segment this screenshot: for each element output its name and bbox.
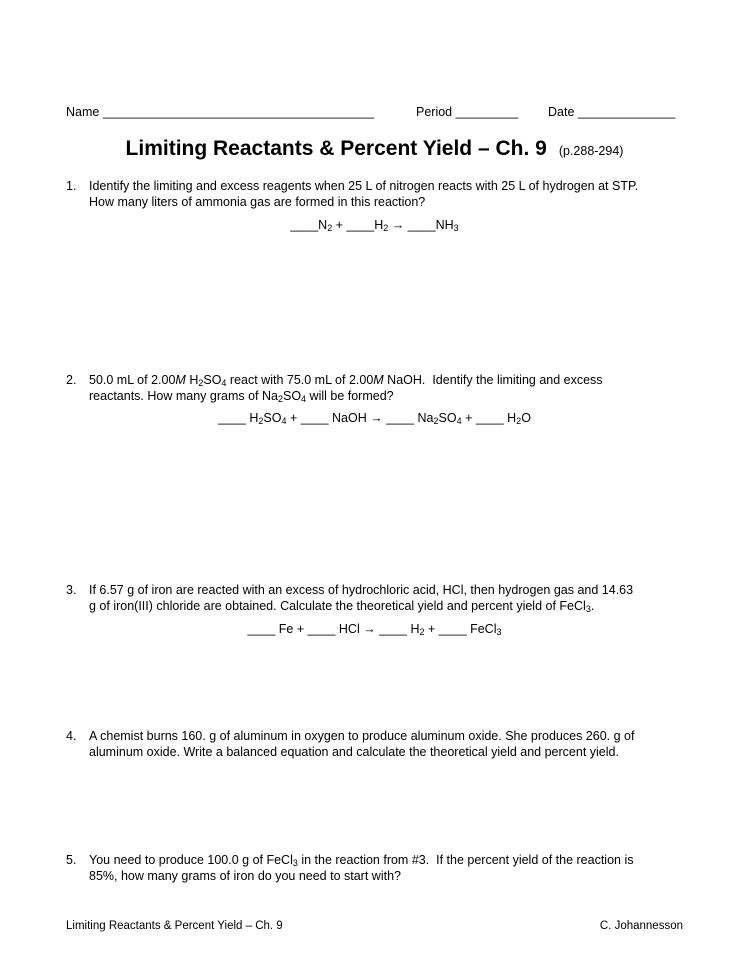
blank: ____ <box>407 218 436 232</box>
formula-part: N <box>318 218 328 232</box>
subscript: 2 <box>277 394 283 404</box>
question-1 <box>66 178 686 210</box>
text-part: g of iron(III) chloride are obtained. Calculate the theoretical yield and percent yield of FeCl <box>89 599 586 613</box>
question-line: aluminum oxide. Write a balanced equation and calculate the theoretical yield and percent yield. <box>89 745 619 759</box>
blank: ____ <box>475 411 504 425</box>
subscript: 2 <box>433 416 439 426</box>
blank: ____ <box>247 622 276 636</box>
subscript: 4 <box>281 416 287 426</box>
subscript: 4 <box>301 394 307 404</box>
text-part: . <box>590 599 595 613</box>
equation-3 <box>0 622 749 636</box>
subscript: 3 <box>496 627 502 637</box>
formula-part: SO <box>438 411 457 425</box>
question-line <box>89 388 686 404</box>
date-field-label: Date ______________ <box>548 105 676 119</box>
equation-1 <box>0 218 749 232</box>
molarity-unit: M <box>373 373 384 387</box>
formula-part: H <box>189 373 199 387</box>
blank: ____ <box>346 218 375 232</box>
formula-part: Na <box>417 411 434 425</box>
formula-part: SO <box>282 389 302 403</box>
question-5 <box>66 852 686 884</box>
subscript: 2 <box>327 223 333 233</box>
question-text <box>89 852 686 884</box>
question-number: 1. <box>66 179 77 193</box>
subscript: 2 <box>516 416 522 426</box>
molarity-unit: M <box>175 373 186 387</box>
page-title-row <box>0 137 749 161</box>
subscript: 2 <box>258 416 264 426</box>
formula-part: NaOH <box>332 411 367 425</box>
question-line: A chemist burns 160. g of aluminum in oxygen to produce aluminum oxide. She produces 260. g of <box>89 729 635 743</box>
question-text <box>89 728 686 760</box>
arrow: → <box>388 218 408 232</box>
question-number: 5. <box>66 853 77 867</box>
blank: ____ <box>379 622 408 636</box>
blank: ____ <box>300 411 329 425</box>
plus-sign: + <box>424 622 439 636</box>
question-line: 85%, how many grams of iron do you need to start with? <box>89 869 401 883</box>
blank: ____ <box>290 218 319 232</box>
formula-part: H <box>249 411 259 425</box>
subscript: 4 <box>456 416 462 426</box>
blank: ____ <box>386 411 415 425</box>
blank: ____ <box>307 622 336 636</box>
subscript: 4 <box>221 378 227 388</box>
question-line <box>89 852 686 868</box>
question-3 <box>66 582 686 614</box>
plus-sign: + <box>461 411 476 425</box>
formula-part: SO <box>203 373 222 387</box>
page-range: (p.288-294) <box>558 144 624 158</box>
plus-sign: + <box>332 218 347 232</box>
question-line: If 6.57 g of iron are reacted with an excess of hydrochloric acid, HCl, then hydrogen gas and 14.63 <box>89 583 634 597</box>
formula-part: NH <box>435 218 454 232</box>
footer-title: Limiting Reactants & Percent Yield – Ch. 9 <box>66 920 283 932</box>
subscript: 3 <box>585 604 591 614</box>
arrow: → <box>366 411 387 425</box>
blank: ____ <box>438 622 467 636</box>
text-part: 50.0 mL of 2.00 <box>89 373 176 387</box>
question-line <box>89 372 686 388</box>
page-title: Limiting Reactants & Percent Yield – Ch. 9 <box>125 137 547 160</box>
question-text <box>89 372 686 404</box>
question-number: 4. <box>66 729 77 743</box>
text-part: reactants. How many grams of Na <box>89 389 278 403</box>
subscript: 2 <box>198 378 204 388</box>
subscript: 3 <box>453 223 459 233</box>
formula-part: H <box>410 622 420 636</box>
formula-part: FeCl <box>470 622 497 636</box>
question-2 <box>66 372 686 404</box>
question-line: How many liters of ammonia gas are formed in this reaction? <box>89 195 426 209</box>
question-number: 3. <box>66 583 77 597</box>
text-part: will be formed? <box>306 389 394 403</box>
subscript: 2 <box>383 223 389 233</box>
equation-2 <box>0 411 749 425</box>
plus-sign: + <box>293 622 308 636</box>
formula-part: HCl <box>338 622 360 636</box>
formula-part: Fe <box>278 622 294 636</box>
question-text <box>89 582 686 614</box>
text-part: in the reaction from #3. If the percent yield of the reaction is <box>297 853 634 867</box>
question-4 <box>66 728 686 760</box>
formula-part: H <box>507 411 517 425</box>
text-part: You need to produce 100.0 g of FeCl <box>89 853 293 867</box>
name-field-label: Name _______________________________________ <box>66 105 374 119</box>
question-text <box>89 178 686 210</box>
question-line <box>89 598 686 614</box>
formula-part: H <box>374 218 384 232</box>
footer-author: C. Johannesson <box>599 920 683 932</box>
text-part: react with 75.0 mL of 2.00 <box>226 373 374 387</box>
formula-part: O <box>521 411 531 425</box>
subscript: 2 <box>419 627 425 637</box>
arrow: → <box>359 622 380 636</box>
period-field-label: Period _________ <box>416 105 519 119</box>
plus-sign: + <box>286 411 301 425</box>
formula-part: SO <box>263 411 282 425</box>
blank: ____ <box>218 411 246 425</box>
text-part: NaOH. Identify the limiting and excess <box>383 373 603 387</box>
question-number: 2. <box>66 373 77 387</box>
question-line: Identify the limiting and excess reagents when 25 L of nitrogen reacts with 25 L of hydrogen at STP. <box>89 179 639 193</box>
subscript: 3 <box>292 858 298 868</box>
